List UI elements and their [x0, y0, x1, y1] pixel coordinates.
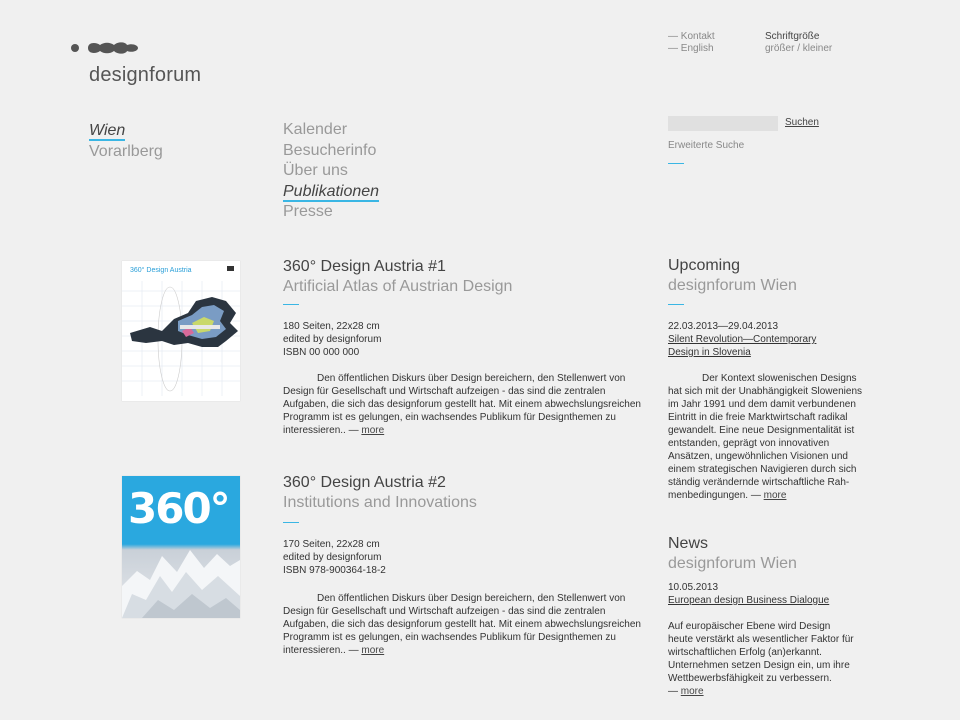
- nav-ueber-uns[interactable]: Über uns: [283, 162, 348, 179]
- publication-pages: 180 Seiten, 22x28 cm: [283, 321, 380, 332]
- upcoming-more-link[interactable]: more: [763, 490, 787, 501]
- contact-link[interactable]: — Kontakt: [668, 31, 715, 42]
- news-text: Auf europäischer Ebene wird Design heute verstärkt als wesentlicher Faktor für wirtschaftlichen Erfolg (an)erkannt. Unternehmen setzen Design ein, um ihre Wettbewerbsfähigkeit zu verbessern. — more: [668, 621, 854, 697]
- publication-title-2[interactable]: 360° Design Austria #2: [283, 474, 446, 491]
- publication-editor: edited by designforum: [283, 334, 382, 345]
- publication-subtitle-1: Artificial Atlas of Austrian Design: [283, 278, 513, 295]
- city-vorarlberg[interactable]: Vorarlberg: [89, 143, 163, 160]
- publication-cover-1[interactable]: [122, 261, 240, 401]
- publication-more-link-1[interactable]: more: [361, 425, 385, 436]
- city-wien[interactable]: Wien: [89, 122, 126, 139]
- publication-meta-1: [283, 320, 381, 359]
- upcoming-subheading: designforum Wien: [668, 277, 797, 294]
- nav-kalender[interactable]: Kalender: [283, 121, 348, 138]
- cover-1-title: 360° Design Austria: [130, 267, 192, 274]
- font-size-buttons[interactable]: größer / kleiner: [765, 43, 833, 54]
- logo-mark-icon[interactable]: [70, 38, 140, 58]
- upcoming-event-link[interactable]: Silent Revolution—Contemporary Design in Slovenia: [668, 334, 817, 358]
- news-date: 10.05.2013: [668, 582, 719, 593]
- accent-divider: [668, 163, 684, 164]
- cover-2-big-text: 360°: [128, 484, 229, 533]
- publication-title-1[interactable]: 360° Design Austria #1: [283, 258, 446, 275]
- upcoming-heading: Upcoming: [668, 257, 741, 274]
- news-subheading: designforum Wien: [668, 555, 797, 572]
- publication-editor: edited by designforum: [283, 552, 382, 563]
- publication-description-2: Den öffentlichen Diskurs über Design bereichern, den Stellenwert von Design für Gesellschaft und Wirtschaft aufzeigen - das sind die zentralen Aufgaben, die sich das designforum gestellt hat. Mit einem abwechslungsreichen Programm ist es gelungen, ein wachsendes Publikum für Designthemen zu interessieren.. — more: [283, 593, 641, 656]
- publication-pages: 170 Seiten, 22x28 cm: [283, 539, 380, 550]
- accent-divider: [283, 522, 299, 523]
- news-link[interactable]: European design Business Dialogue: [668, 595, 830, 606]
- publication-meta-2: [283, 538, 386, 577]
- publication-isbn: ISBN 978-900364-18-2: [283, 565, 386, 576]
- search-button[interactable]: Suchen: [785, 117, 819, 128]
- font-size-control: [765, 31, 832, 55]
- nav-besucherinfo[interactable]: Besucherinfo: [283, 141, 377, 159]
- cover-1-map-graphic: [122, 261, 240, 401]
- news-more-link[interactable]: more: [680, 686, 704, 697]
- logo-text[interactable]: designforum: [89, 64, 202, 86]
- nav-publikationen[interactable]: Publikationen: [283, 182, 380, 200]
- accent-divider: [668, 304, 684, 305]
- font-size-title: Schriftgröße: [765, 31, 820, 42]
- publication-description-1: Den öffentlichen Diskurs über Design bereichern, den Stellenwert von Design für Gesellschaft und Wirtschaft aufzeigen - das sind die zentralen Aufgaben, die sich das designforum gestellt hat. Mit einem abwechslungsreichen Programm ist es gelungen, ein wachsendes Publikum für Designthemen zu interessieren.. — more: [283, 373, 641, 436]
- accent-divider: [283, 304, 299, 305]
- advanced-search-link[interactable]: Erweiterte Suche: [668, 140, 745, 151]
- city-nav: [89, 120, 163, 162]
- publication-cover-2[interactable]: [122, 476, 240, 618]
- cover-2-mountain-graphic: [122, 476, 240, 618]
- upcoming-text: Der Kontext slowenischen Designs hat sich mit der Unabhängigkeit Sloweniens im Jahr 1991 und dem damit verbundenen Eintritt in die freie Marktwirtschaft radikal gewandelt. Eine neue Designmentalität ist entstanden, geprägt von innovativen Ansätzen, ungewöhnlichen Visionen und einem strategischen Navigieren durch sich ständig verändernde wirtschaftliche Rah-menbedingungen. — more: [668, 373, 862, 501]
- main-nav: [283, 120, 379, 223]
- publication-subtitle-2: Institutions and Innovations: [283, 494, 477, 511]
- publication-more-link-2[interactable]: more: [361, 645, 385, 656]
- nav-presse[interactable]: Presse: [283, 203, 333, 220]
- publication-isbn: ISBN 00 000 000: [283, 347, 360, 358]
- utility-links: [668, 31, 715, 55]
- upcoming-date: 22.03.2013—29.04.2013: [668, 321, 779, 332]
- english-link[interactable]: — English: [668, 43, 714, 54]
- news-heading: News: [668, 535, 709, 552]
- search-input[interactable]: [668, 116, 778, 131]
